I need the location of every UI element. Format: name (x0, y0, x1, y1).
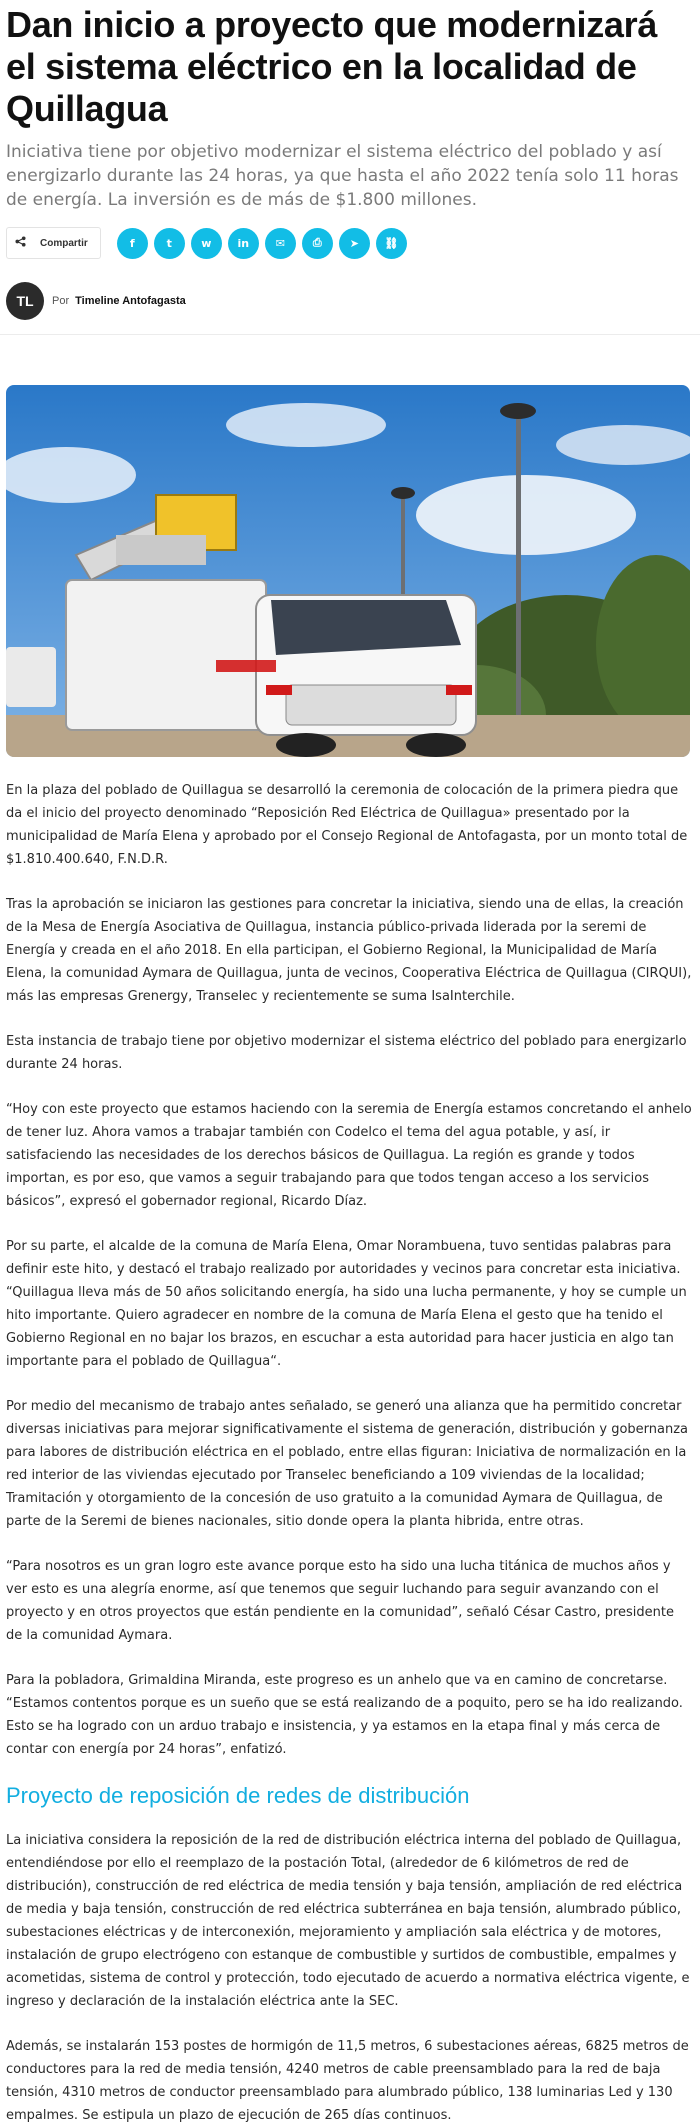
print-icon[interactable] (302, 228, 333, 259)
link-icon[interactable] (376, 228, 407, 259)
print-glyph: ⎙ (312, 236, 322, 249)
paragraph: Además, se instalarán 153 postes de hormigón de 11,5 metros, 6 subestaciones aéreas, 6825 metros de conductores para la red de media tensión, 4240 metros de cable preensamblado para la red de baja tensión, 4310 metros de conductor preensamblado para alumbrado público, 138 luminarias Led y 130 empalmes. Se estipula un plazo de ejecución de 265 días continuos. (6, 2039, 689, 2123)
share-icon (15, 236, 26, 250)
author-name-link[interactable]: Timeline Antofagasta (75, 295, 186, 307)
linkedin-glyph: in (237, 236, 250, 250)
paragraph: La iniciativa considera la reposición de la red de distribución eléctrica interna del poblado de Quillagua, entendiéndose por ello el reemplazo de la postación Total, (alrededor de 6 kilómetros de red de distribución), construcción de red eléctrica de media tensión y baja tensión, ampliación de red eléctrica de media y baja tensión, construcción de red eléctrica subterránea en baja tensión, alumbrado público, subestaciones eléctricas y de interconexión, mejoramiento y ampliación sala eléctrica y de motores, instalación de grupo electrógeno con estanque de combustible y surtidos de combustible, empalmes y acometidas, sistema de control y protección, todo ejecutado de acuerdo a normativa eléctrica vigente, e ingreso y declaración de la instalación eléctrica ante la SEC. (6, 1833, 690, 2009)
share-bar (6, 226, 694, 260)
article-title: Dan inicio a proyecto que modernizará el sistema eléctrico en la localidad de Quillagua (6, 4, 658, 129)
paragraph: Tras la aprobación se iniciaron las gestiones para concretar la iniciativa, siendo una de ellas, la creación de la Mesa de Energía Asociativa de Quillagua, instancia público-privada liderada por la seremi de Energía y creada en el año 2018. En ella participan, el Gobierno Regional, la Municipalidad de María Elena, la comunidad Aymara de Quillagua, junta de vecinos, Cooperativa Eléctrica de Quillagua (CIRQUI), más las empresas Grenergy, Transelec y recientemente se suma IsaInterchile. (6, 897, 692, 1004)
share-button[interactable] (6, 227, 101, 259)
article-container (0, 4, 700, 2127)
email-icon[interactable] (265, 228, 296, 259)
hero-image (6, 385, 690, 757)
paragraph: Esta instancia de trabajo tiene por objetivo modernizar el sistema eléctrico del poblado para energizarlo durante 24 horas. (6, 1034, 687, 1072)
telegram-glyph: ➤ (349, 236, 359, 250)
paragraph: Por su parte, el alcalde de la comuna de María Elena, Omar Norambuena, tuvo sentidas palabras para definir este hito, y destacó el trabajo realizado por autoridades y vecinos para concretar esta iniciativa. “Quillagua lleva más de 50 años solicitando energía, ha sido una lucha permanente, y hoy se cumple un hito importante. Quiero agradecer en nombre de la comuna de María Elena el gesto que ha tenido el Gobierno Regional en no bajar los brazos, en escuchar a esta autoridad para hacer justicia en algo tan importante para el poblado de Quillagua“. (6, 1239, 687, 1369)
avatar-initials: TL (16, 293, 34, 309)
share-label: Compartir (40, 237, 88, 249)
paragraph: Por medio del mecanismo de trabajo antes señalado, se generó una alianza que ha permitido concretar diversas iniciativas para mejorar significativamente el sistema de generación, distribución y gobernanza para labores de distribución eléctrica en el poblado, entre ellas figuran: Iniciativa de normalización en la red interior de las viviendas ejecutado por Transelec beneficiando a 109 viviendas de la localidad; Tramitación y otorgamiento de la concesión de uso gratuito a la comunidad Aymara de Quillagua, de parte de la Seremi de bienes nacionales, sitio donde opera la planta hibrida, entre otras. (6, 1399, 689, 1529)
article-subtitle: Iniciativa tiene por objetivo modernizar el sistema eléctrico del poblado y así energizarlo durante las 24 horas, ya que hasta el año 2022 tenía solo 11 horas de energía. La inversión es de más de $1.800 millones. (6, 142, 679, 210)
paragraph: “Hoy con este proyecto que estamos haciendo con la seremia de Energía estamos concretando el anhelo de tener luz. Ahora vamos a trabajar también con Codelco el tema del agua potable, y así, ir satisfaciendo las necesidades de los derechos básicos de Quillagua. La región es grande y todos importan, es por eso, que vamos a seguir trabajando para que todos tengan acceso a los servicios básicos”, expresó el gobernador regional, Ricardo Díaz. (6, 1102, 692, 1209)
email-glyph: ✉ (275, 236, 285, 250)
facebook-glyph: f (129, 236, 135, 250)
link-glyph: ⛓ (384, 236, 399, 250)
avatar[interactable] (6, 282, 44, 320)
twitter-icon[interactable] (154, 228, 185, 259)
twitter-glyph: t (166, 236, 172, 250)
author-byline (6, 280, 694, 322)
linkedin-icon[interactable] (228, 228, 259, 259)
whatsapp-icon[interactable] (191, 228, 222, 259)
paragraph: “Para nosotros es un gran logro este avance porque esto ha sido una lucha titánica de muchos años y ver esto es una alegría enorme, así que tenemos que seguir luchando para seguir avanzando con el proyecto y en otros proyectos que están pendiente en la comunidad”, señaló César Castro, presidente de la comunidad Aymara. (6, 1559, 674, 1643)
telegram-icon[interactable] (339, 228, 370, 259)
by-label: Por (52, 295, 70, 307)
divider (0, 334, 700, 335)
paragraph: En la plaza del poblado de Quillagua se desarrolló la ceremonia de colocación de la primera piedra que da el inicio del proyecto denominado “Reposición Red Eléctrica de Quillagua» presentado por la municipalidad de María Elena y aprobado por el Consejo Regional de Antofagasta, por un monto total de $1.810.400.640, F.N.D.R. (6, 783, 688, 867)
section-heading: Proyecto de reposición de redes de distribución (6, 1783, 470, 1808)
facebook-icon[interactable] (117, 228, 148, 259)
whatsapp-glyph: w (201, 236, 212, 250)
paragraph: Para la pobladora, Grimaldina Miranda, este progreso es un anhelo que va en camino de concretarse. “Estamos contentos porque es un sueño que se está realizando de a poquito, pero se ha ido realizando. Esto se ha logrado con un arduo trabajo e insistencia, y ya estamos en la etapa final y más cerca de contar con energía por 24 horas”, enfatizó. (6, 1673, 683, 1757)
